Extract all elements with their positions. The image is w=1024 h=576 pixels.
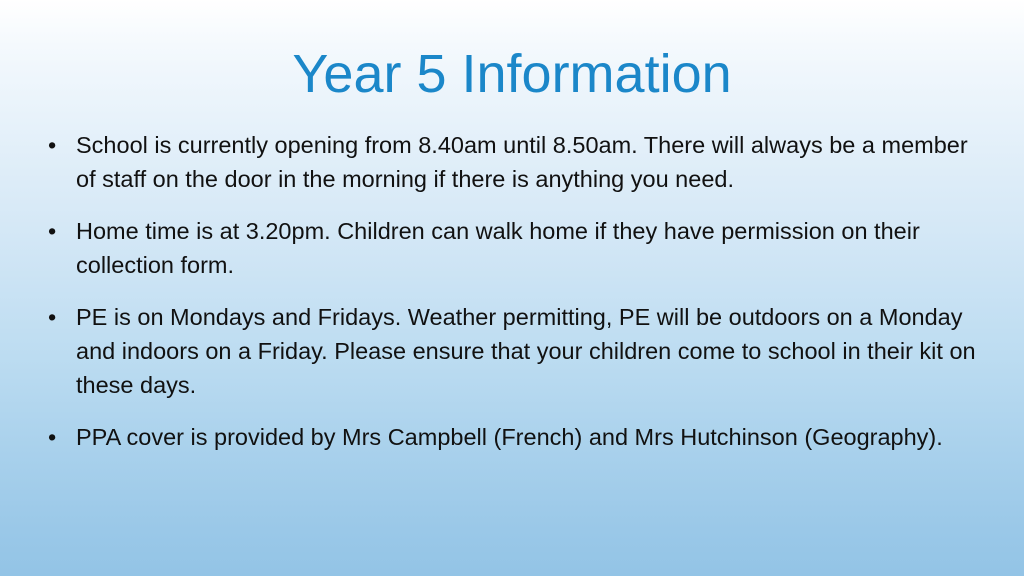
list-item [34,420,988,454]
page-title: Year 5 Information [292,44,732,104]
bullet-icon: • [48,132,57,158]
bullet-icon: • [48,424,57,451]
bullet-icon: • [48,218,57,245]
bullet-list [34,128,988,455]
bullet-icon: • [48,304,57,331]
list-item [34,300,988,402]
list-item-text: PE is on Mondays and Fridays. Weather permitting, PE will be outdoors on a Monday and indoors on a Friday. Please ensure that your children come to school in their kit on these days. [76,304,976,399]
list-item-text: Home time is at 3.20pm. Children can walk home if they have permission on their collection form. [76,218,920,279]
list-item-text: School is currently opening from 8.40am until 8.50am. There will always be a member of staff on the door in the morning if there is anything you need. [76,132,968,193]
list-item [34,128,988,196]
slide-body [34,128,988,455]
list-item-text: PPA cover is provided by Mrs Campbell (French) and Mrs Hutchinson (Geography). [76,424,943,451]
list-item [34,214,988,282]
